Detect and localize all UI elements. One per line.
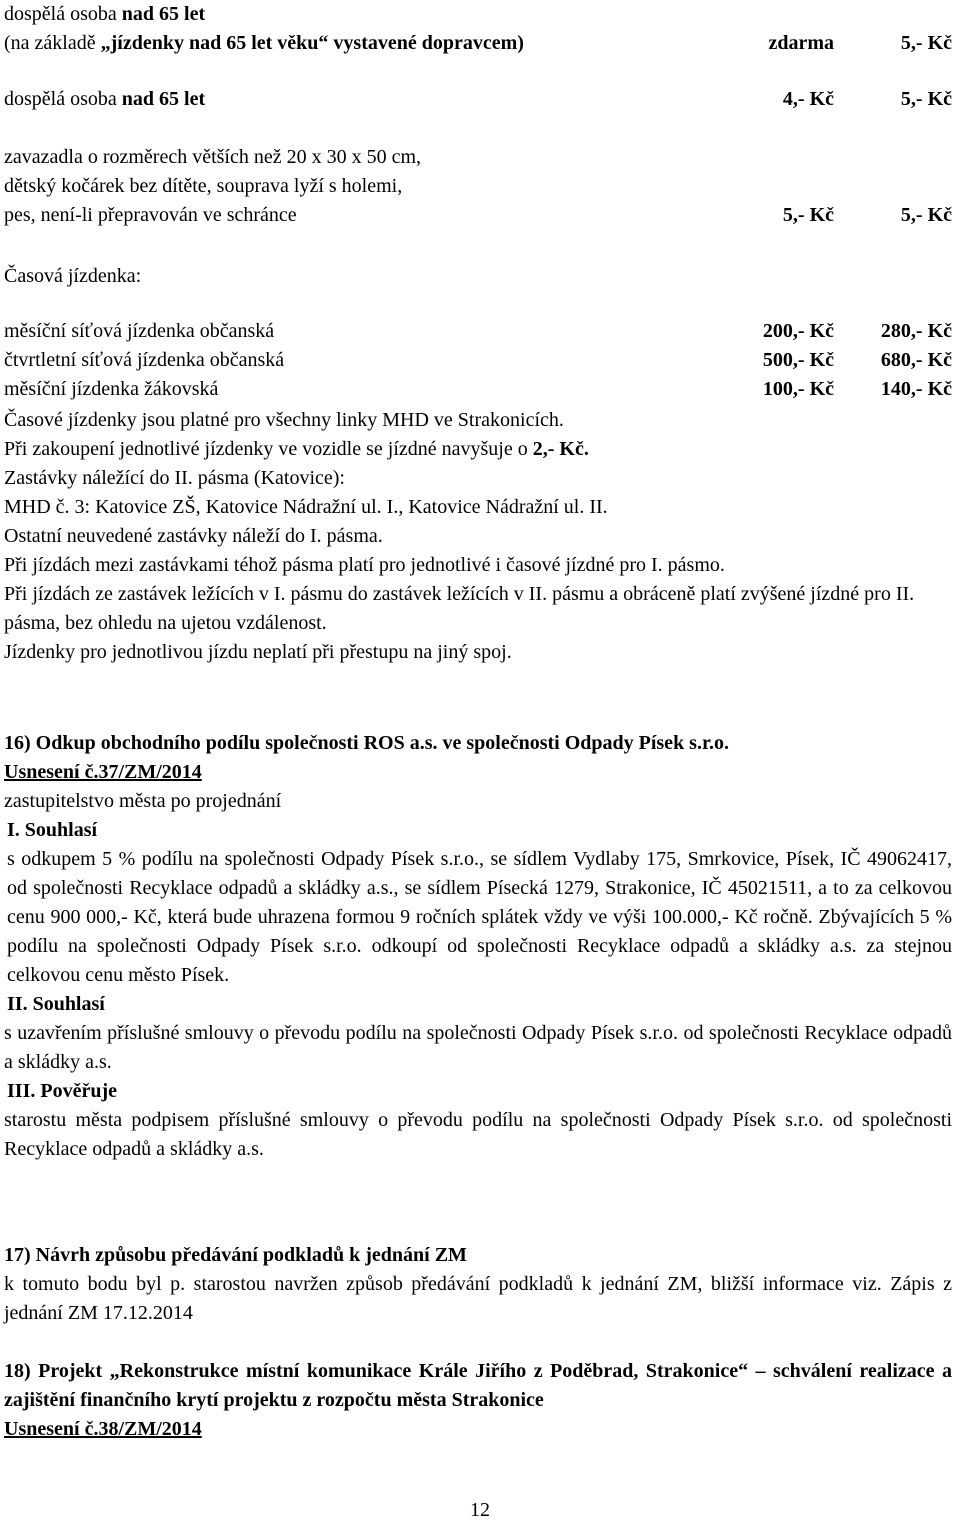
timed-fare-label: měsíční jízdenka žákovská — [4, 378, 219, 400]
fare-luggage — [4, 143, 952, 230]
fare-label-bold: nad 65 let — [121, 88, 206, 110]
fare-luggage-line: pes, není-li přepravován ve schránce — [4, 204, 297, 226]
fare-label-bold: nad 65 let — [121, 3, 206, 25]
note-line: Jízdenky pro jednotlivou jízdu neplatí při přestupu na jiný spoj. — [4, 641, 512, 663]
price-single: zdarma — [768, 32, 834, 54]
price-onboard: 280,- Kč — [880, 320, 952, 342]
note-line: Při jízdách ze zastávek ležících v I. pásmu do zastávek ležících v II. pásmu a obráceně platí zvýšené jízdné pro II. pásma, bez ohledu na ujetou vzdálenost. — [4, 583, 915, 634]
price-onboard: 5,- Kč — [900, 204, 952, 226]
note-line: Časové jízdenky jsou platné pro všechny linky MHD ve Strakonicích. — [4, 409, 564, 431]
price-single: 4,- Kč — [782, 88, 834, 110]
resolution-number: Usnesení č.38/ZM/2014 — [4, 1418, 202, 1440]
note-line: Zastávky náležící do II. pásma (Katovice): — [4, 467, 345, 489]
timed-heading — [4, 262, 952, 291]
price-onboard: 5,- Kč — [900, 88, 952, 110]
item-intro: zastupitelstvo města po projednání — [4, 790, 282, 812]
section-text: s odkupem 5 % podílu na společnosti Odpady Písek s.r.o., se sídlem Vydlaby 175, Smrkovice, Písek, IČ 49062417, od společnosti Recyklace odpadů a skládky a.s., se sídlem Písecká 1279, Strakonice, IČ 45021511, a to za celkovou cenu 900 000,- Kč, která bude uhrazena formou 9 ročních splátek vždy ve výši 100.000,- Kč ročně. Zbývajících 5 % podílu na společnosti Odpady Písek s.r.o. odkoupí od společnosti Recyklace odpadů a skládky a.s. za stejnou celkovou cenu město Písek. — [7, 848, 952, 986]
item-16 — [4, 729, 952, 1164]
note-line — [4, 435, 952, 464]
fare-senior-free — [4, 0, 952, 58]
fare-senior-paid — [4, 85, 952, 114]
price-single: 500,- Kč — [762, 349, 834, 371]
note-text: Při zakoupení jednotlivé jízdenky ve vozidle se jízdné navyšuje o — [4, 438, 533, 460]
note-bold: 2,- Kč. — [532, 438, 589, 460]
timed-fare-row — [4, 317, 952, 346]
fare-label-text: dospělá osoba — [4, 88, 122, 110]
price-single: 100,- Kč — [762, 378, 834, 400]
timed-fares — [4, 317, 952, 404]
note-line: Ostatní neuvedené zastávky náleží do I. pásma. — [4, 525, 383, 547]
price-onboard: 140,- Kč — [880, 378, 952, 400]
fare-row — [4, 29, 952, 58]
item-title: 17) Návrh způsobu předávání podkladů k jednání ZM — [4, 1244, 467, 1266]
fare-label — [4, 0, 952, 29]
note-line: MHD č. 3: Katovice ZŠ, Katovice Nádražní ul. I., Katovice Nádražní ul. II. — [4, 496, 608, 518]
timed-fare-label: měsíční síťová jízdenka občanská — [4, 320, 275, 342]
section-heading: III. Pověřuje — [7, 1080, 117, 1102]
price-single: 200,- Kč — [762, 320, 834, 342]
section-heading: I. Souhlasí — [7, 819, 98, 841]
fare-notes — [4, 406, 952, 667]
item-text: k tomuto bodu byl p. starostou navržen způsob předávání podkladů k jednání ZM, bližší informace viz. Zápis z jednání ZM 17.12.2014 — [4, 1273, 952, 1324]
note-line: Při jízdách mezi zastávkami téhož pásma platí pro jednotlivé i časové jízdné pro I. pásmo. — [4, 554, 725, 576]
timed-heading-text: Časová jízdenka: — [4, 265, 142, 287]
timed-fare-row — [4, 346, 952, 375]
fare-luggage-line: zavazadla o rozměrech větších než 20 x 30 x 50 cm, — [4, 146, 422, 168]
fare-row — [4, 201, 952, 230]
section-text: starostu města podpisem příslušné smlouvy o převodu podílu na společnosti Odpady Písek s.r.o. od společnosti Recyklace odpadů a skládky a.s. — [4, 1109, 952, 1160]
item-title: 18) Projekt „Rekonstrukce místní komunikace Krále Jiřího z Poděbrad, Strakonice“ – schválení realizace a zajištění finančního krytí projektu z rozpočtu města Strakonice — [4, 1360, 952, 1411]
fare-note-bold: „jízdenky nad 65 let věku“ vystavené dopravcem) — [100, 32, 524, 54]
price-onboard: 680,- Kč — [880, 349, 952, 371]
fare-label-text: dospělá osoba — [4, 3, 122, 25]
section-heading: II. Souhlasí — [7, 993, 105, 1015]
price-onboard: 5,- Kč — [900, 32, 952, 54]
resolution-number: Usnesení č.37/ZM/2014 — [4, 761, 202, 783]
fare-row — [4, 85, 952, 114]
fare-luggage-line: dětský kočárek bez dítěte, souprava lyží s holemi, — [4, 175, 403, 197]
timed-fare-label: čtvrtletní síťová jízdenka občanská — [4, 349, 285, 371]
page-number: 12 — [470, 1499, 490, 1521]
timed-fare-row — [4, 375, 952, 404]
section-text: s uzavřením příslušné smlouvy o převodu podílu na společnosti Odpady Písek s.r.o. od společnosti Recyklace odpadů a skládky a.s. — [4, 1022, 952, 1073]
item-17 — [4, 1241, 952, 1328]
fare-note-text: (na základě — [4, 32, 101, 54]
item-title: 16) Odkup obchodního podílu společnosti ROS a.s. ve společnosti Odpady Písek s.r.o. — [4, 732, 730, 754]
item-18 — [4, 1357, 952, 1444]
price-single: 5,- Kč — [782, 204, 834, 226]
